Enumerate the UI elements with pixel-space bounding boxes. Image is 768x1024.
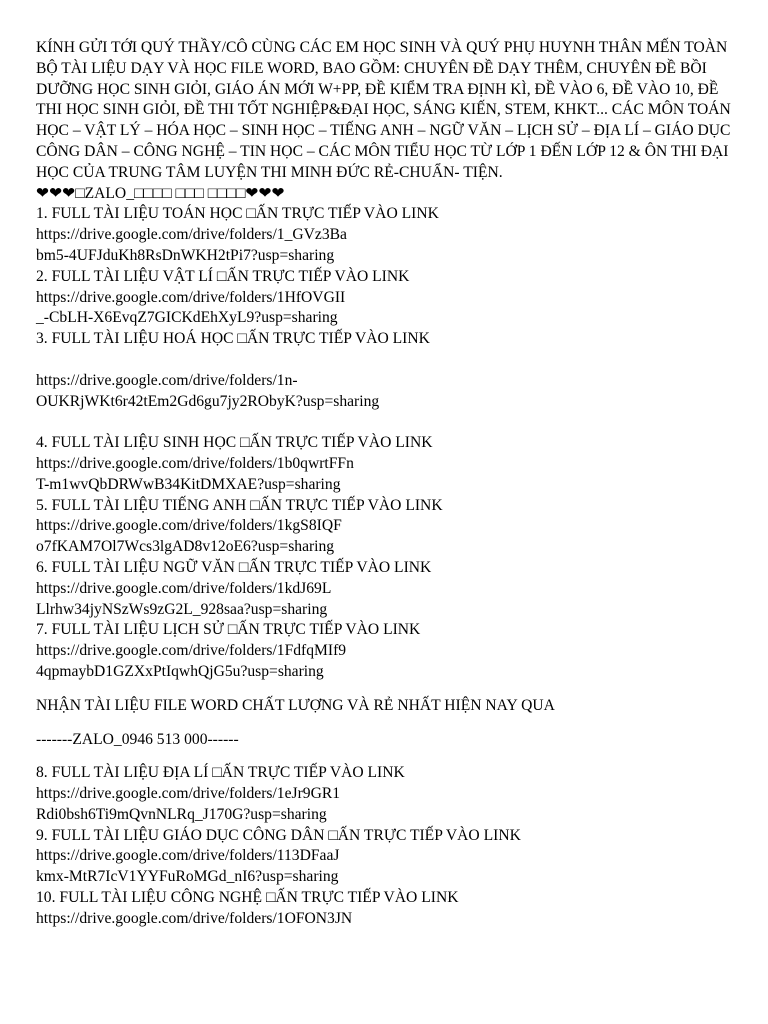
item-link-gdcd-cont[interactable]: kmx-MtR7IcV1YYFuRoMGd_nI6?usp=sharing xyxy=(36,868,339,886)
item-title-lich-su: 7. FULL TÀI LIỆU LỊCH SỬ □ẤN TRỰC TIẾP VÀO LINK xyxy=(36,621,421,639)
item-link-cong-nghe[interactable]: https://drive.google.com/drive/folders/1OFON3JN xyxy=(36,909,353,927)
document-page xyxy=(36,38,736,930)
item-link-vat-li-cont[interactable]: _-CbLH-X6EvqZ7GICKdEhXyL9?usp=sharing xyxy=(36,309,338,327)
zalo-banner: ❤❤❤□ZALO_□□□□ □□□ □□□□❤❤❤ xyxy=(36,184,285,202)
intro-paragraph: KÍNH GỬI TỚI QUÝ THẦY/CÔ CÙNG CÁC EM HỌC SINH VÀ QUÝ PHỤ HUYNH THÂN MẾN TOÀN BỘ TÀI LIỆU DẠY VÀ HỌC FILE WORD, BAO GỒM: CHUYÊN ĐỀ DẠY THÊM, CHUYÊN ĐỀ BỒI DƯỠNG HỌC SINH GIỎI, GIÁO ÁN MỚI W+PP, ĐỀ KIỂM TRA ĐỊNH KÌ, ĐỀ VÀO 6, ĐỀ VÀO 10, ĐỀ THI HỌC SINH GIỎI, ĐỀ THI TỐT NGHIỆP&ĐẠI HỌC, SÁNG KIẾN, STEM, KHKT... CÁC MÔN TOÁN HỌC – VẬT LÝ – HÓA HỌC – SINH HỌC – TIẾNG ANH – NGỮ VĂN – LỊCH SỬ – ĐỊA LÍ – GIÁO DỤC CÔNG DÂN – CÔNG NGHỆ – TIN HỌC – CÁC MÔN TIỂU HỌC TỪ LỚP 1 ĐẾN LỚP 12 & ÔN THI ĐẠI HỌC CỦA TRUNG TÂM LUYỆN THI MINH ĐỨC RẺ-CHUẨN- TIỆN. xyxy=(36,39,731,181)
item-title-cong-nghe: 10. FULL TÀI LIỆU CÔNG NGHỆ □ẤN TRỰC TIẾP VÀO LINK xyxy=(36,889,459,907)
item-link-tieng-anh[interactable]: https://drive.google.com/drive/folders/1kgS8IQF xyxy=(36,517,342,535)
blank-line xyxy=(36,683,736,696)
item-link-sinh-hoc-cont[interactable]: T-m1wvQbDRWwB34KitDMXAE?usp=sharing xyxy=(36,475,341,493)
item-link-sinh-hoc[interactable]: https://drive.google.com/drive/folders/1b0qwrtFFn xyxy=(36,454,354,472)
item-link-lich-su-cont[interactable]: 4qpmaybD1GZXxPtIqwhQjG5u?usp=sharing xyxy=(36,662,324,680)
item-link-tieng-anh-cont[interactable]: o7fKAM7Ol7Wcs3lgAD8v12oE6?usp=sharing xyxy=(36,538,335,556)
item-link-toan[interactable]: https://drive.google.com/drive/folders/1_GVz3Ba xyxy=(36,226,347,244)
item-title-tieng-anh: 5. FULL TÀI LIỆU TIẾNG ANH □ẤN TRỰC TIẾP VÀO LINK xyxy=(36,496,443,514)
item-link-ngu-van[interactable]: https://drive.google.com/drive/folders/1kdJ69L xyxy=(36,579,332,597)
item-title-hoa-hoc: 3. FULL TÀI LIỆU HOÁ HỌC □ẤN TRỰC TIẾP VÀO LINK xyxy=(36,330,430,348)
item-title-dia-li: 8. FULL TÀI LIỆU ĐỊA LÍ □ẤN TRỰC TIẾP VÀO LINK xyxy=(36,764,405,782)
item-title-gdcd: 9. FULL TÀI LIỆU GIÁO DỤC CÔNG DÂN □ẤN TRỰC TIẾP VÀO LINK xyxy=(36,826,521,844)
item-link-ngu-van-cont[interactable]: Llrhw34jyNSzWs9zG2L_928saa?usp=sharing xyxy=(36,600,328,618)
item-link-toan-cont[interactable]: bm5-4UFJduKh8RsDnWKH2tPi7?usp=sharing xyxy=(36,246,335,264)
item-link-hoa-hoc[interactable]: https://drive.google.com/drive/folders/1n- xyxy=(36,371,298,389)
promo-line: NHẬN TÀI LIỆU FILE WORD CHẤT LƯỢNG VÀ RẺ NHẤT HIỆN NAY QUA xyxy=(36,696,555,714)
blank-line xyxy=(36,750,736,763)
item-link-hoa-hoc-cont[interactable]: OUKRjWKt6r42tEm2Gd6gu7jy2RObyK?usp=sharing xyxy=(36,392,380,410)
item-title-toan: 1. FULL TÀI LIỆU TOÁN HỌC □ẤN TRỰC TIẾP VÀO LINK xyxy=(36,205,439,223)
blank-line xyxy=(36,412,736,433)
item-link-gdcd[interactable]: https://drive.google.com/drive/folders/113DFaaJ xyxy=(36,847,340,865)
item-link-dia-li-cont[interactable]: Rdi0bsh6Ti9mQvnNLRq_J170G?usp=sharing xyxy=(36,805,327,823)
item-title-vat-li: 2. FULL TÀI LIỆU VẬT LÍ □ẤN TRỰC TIẾP VÀO LINK xyxy=(36,267,410,285)
item-title-ngu-van: 6. FULL TÀI LIỆU NGỮ VĂN □ẤN TRỰC TIẾP VÀO LINK xyxy=(36,558,432,576)
item-link-vat-li[interactable]: https://drive.google.com/drive/folders/1HfOVGII xyxy=(36,288,346,306)
link-list xyxy=(36,184,736,930)
item-title-sinh-hoc: 4. FULL TÀI LIỆU SINH HỌC □ẤN TRỰC TIẾP VÀO LINK xyxy=(36,434,433,452)
blank-line xyxy=(36,717,736,730)
blank-line xyxy=(36,350,736,371)
item-link-dia-li[interactable]: https://drive.google.com/drive/folders/1eJr9GR1 xyxy=(36,785,341,803)
item-link-lich-su[interactable]: https://drive.google.com/drive/folders/1FdfqMIf9 xyxy=(36,642,347,660)
zalo-contact: -------ZALO_0946 513 000------ xyxy=(36,730,239,748)
